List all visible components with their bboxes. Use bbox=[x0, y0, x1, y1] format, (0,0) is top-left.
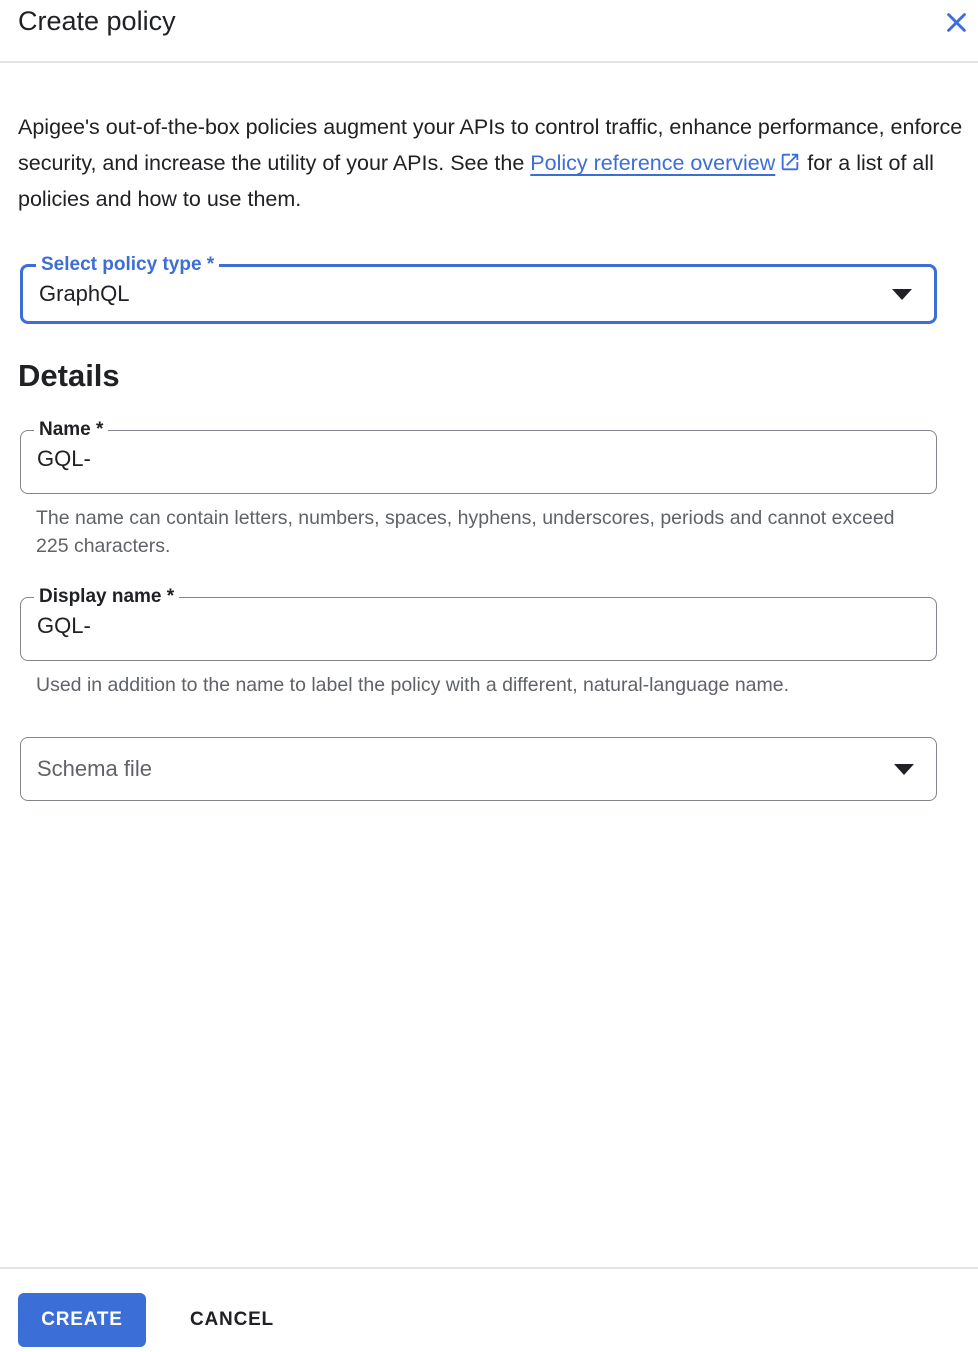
policy-reference-link[interactable] bbox=[530, 151, 801, 175]
page-title: Create policy bbox=[18, 6, 176, 36]
create-button[interactable]: CREATE bbox=[18, 1293, 146, 1347]
close-button[interactable] bbox=[934, 2, 978, 42]
schema-file-select[interactable] bbox=[20, 737, 937, 801]
policy-type-select-value: GraphQL bbox=[39, 281, 130, 306]
schema-file-select-label: Schema file bbox=[37, 756, 152, 781]
intro-text-before: Apigee's out-of-the-box policies augment your APIs to control traffic, enhance performance, enforce security, and increase the utility of your APIs. See the bbox=[18, 115, 963, 175]
details-heading: Details bbox=[18, 358, 120, 393]
name-input[interactable] bbox=[21, 431, 936, 493]
dialog-header bbox=[0, 0, 978, 62]
dropdown-arrow-icon[interactable] bbox=[892, 289, 912, 300]
policy-type-select-label: Select policy type * bbox=[36, 253, 219, 277]
display-name-field-helper: Used in addition to the name to label the policy with a different, natural-language name. bbox=[36, 674, 790, 696]
dropdown-arrow-icon[interactable] bbox=[894, 764, 914, 775]
name-field-helper: The name can contain letters, numbers, spaces, hyphens, underscores, periods and cannot exceed 225 characters. bbox=[36, 507, 895, 557]
name-field-label: Name * bbox=[34, 418, 108, 442]
intro-text-after: for a list of all policies and how to use them. bbox=[18, 151, 934, 211]
close-icon bbox=[943, 9, 970, 36]
name-field-container bbox=[20, 419, 937, 494]
intro-paragraph bbox=[18, 109, 964, 217]
header-divider bbox=[0, 61, 978, 63]
display-name-field-container bbox=[20, 586, 937, 661]
open-in-new-icon bbox=[779, 148, 801, 170]
footer-divider bbox=[0, 1267, 978, 1269]
cancel-button[interactable]: CANCEL bbox=[172, 1293, 292, 1347]
policy-reference-link-label: Policy reference overview bbox=[530, 151, 776, 175]
policy-type-select[interactable] bbox=[20, 254, 937, 324]
display-name-field-label: Display name * bbox=[34, 585, 179, 609]
